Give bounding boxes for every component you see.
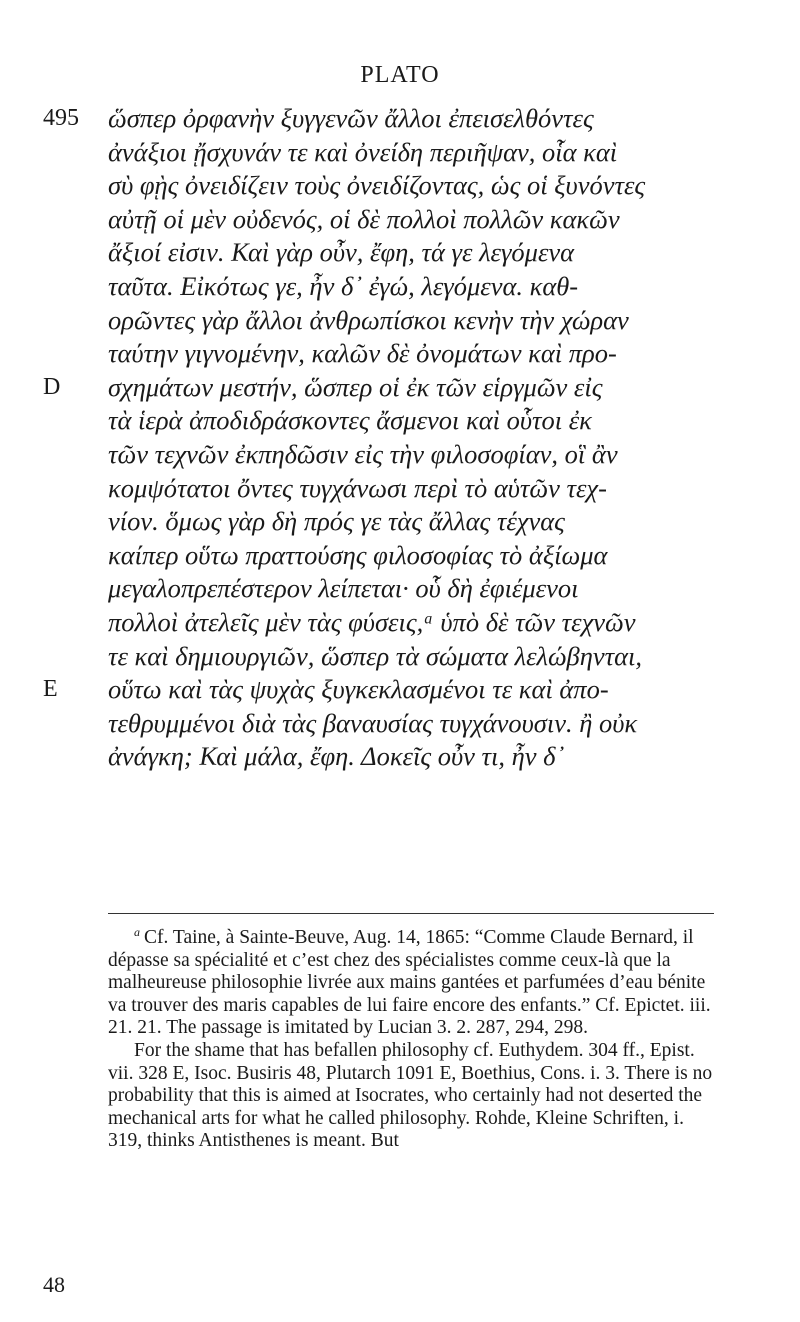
text-line xyxy=(0,337,800,371)
margin-number: 495 xyxy=(43,105,79,131)
footnote-marker: a xyxy=(134,925,140,939)
line-text: αὐτῇ οἱ μὲν οὐδενός, οἱ δὲ πολλοὶ πολλῶν κακῶν xyxy=(108,203,620,234)
line-text: σχημάτων μεστήν, ὥσπερ οἱ ἐκ τῶν εἱργμῶν εἰς xyxy=(108,371,603,402)
text-line xyxy=(0,572,800,606)
line-text: ὥσπερ ὀρφανὴν ξυγγενῶν ἄλλοι ἐπεισελθόντες xyxy=(108,103,594,133)
text-line xyxy=(0,472,800,506)
line-text: καίπερ οὕτω πραττούσης φιλοσοφίας τὸ ἀξίωμα xyxy=(108,539,608,570)
greek-text xyxy=(0,102,800,774)
footnote-text: Cf. Taine, à Sainte-Beuve, Aug. 14, 1865: “Comme Claude Bernard, il dépasse sa spécialité et c’est chez des spécialistes comme ceux-là que la malheureuse philosophie livrée aux mains gantées et parfumées d’eau bénite va trouver des maris capables de lui faire encore des enfants.” Cf. Epictet. iii. 21. 21. The passage is imitated by Lucian 3. 2. 287, 294, 298. xyxy=(108,927,711,1039)
text-line xyxy=(0,740,800,774)
line-text: πολλοὶ ἀτελεῖς μὲν τὰς φύσεις,ᵃ ὑπὸ δὲ τῶν τεχνῶν xyxy=(108,606,636,637)
margin-number: E xyxy=(43,676,58,703)
text-line xyxy=(0,640,800,674)
line-text: ἀνάγκη; Καὶ μάλα, ἔφη. Δοκεῖς οὖν τι, ἦν δ᾽ xyxy=(108,741,565,772)
text-line xyxy=(0,102,800,136)
text-line xyxy=(0,404,800,438)
footnote-divider xyxy=(108,913,714,914)
line-text: ορῶντες γὰρ ἄλλοι ἀνθρωπίσκοι κενὴν τὴν χώραν xyxy=(108,304,629,335)
text-line xyxy=(0,371,800,405)
text-line xyxy=(0,505,800,539)
line-text: οὕτω καὶ τὰς ψυχὰς ξυγκεκλασμένοι τε καὶ ἀπο- xyxy=(108,674,609,705)
footnote-1 xyxy=(108,921,714,1040)
text-line xyxy=(0,236,800,270)
text-line xyxy=(0,539,800,573)
footnotes xyxy=(108,921,714,1153)
line-text: τὰ ἱερὰ ἀποδιδράσκοντες ἄσμενοι καὶ οὗτοι ἐκ xyxy=(108,405,592,436)
text-line xyxy=(0,203,800,237)
page-number: 48 xyxy=(43,1272,65,1297)
text-line xyxy=(0,438,800,472)
text-line xyxy=(0,304,800,338)
line-text: σὺ φῂς ὀνειδίζειν τοὺς ὀνειδίζοντας, ὡς οἱ ξυνόντες xyxy=(108,170,646,201)
line-text: ταῦτα. Εἰκότως γε, ἦν δ᾽ ἐγώ, λεγόμενα. καθ- xyxy=(108,270,579,301)
line-text: τε καὶ δημιουργιῶν, ὥσπερ τὰ σώματα λελώβηνται, xyxy=(108,640,642,671)
line-text: τῶν τεχνῶν ἐκπηδῶσιν εἰς τὴν φιλοσοφίαν, οἳ ἂν xyxy=(108,438,618,469)
text-line xyxy=(0,270,800,304)
footnote-text: For the shame that has befallen philosophy cf. Euthydem. 304 ff., Epist. vii. 328 E, Isoc. Busiris 48, Plutarch 1091 E, Boethius, Cons. i. 3. There is no probability that this is aimed at Isocrates, who certainly had not deserted the mechanical arts for what he called philosophy. Rohde, Kleine Schriften, i. 319, thinks Antisthenes is meant. But xyxy=(108,1039,713,1152)
line-text: τεθρυμμένοι διὰ τὰς βαναυσίας τυγχάνουσιν. ἢ οὐκ xyxy=(108,707,638,738)
text-line xyxy=(0,136,800,170)
line-text: μεγαλοπρεπέστερον λείπεται· οὗ δὴ ἐφιέμενοι xyxy=(108,573,579,604)
footnote-2 xyxy=(108,1040,714,1153)
line-text: ἀνάξιοι ᾔσχυνάν τε καὶ ὀνείδη περιῆψαν, οἷα καὶ xyxy=(108,136,618,167)
text-line xyxy=(0,673,800,707)
margin-number: D xyxy=(43,373,61,400)
line-text: νίον. ὅμως γὰρ δὴ πρός γε τὰς ἄλλας τέχνας xyxy=(108,506,565,537)
text-line xyxy=(0,169,800,203)
text-line xyxy=(0,606,800,640)
text-line xyxy=(0,707,800,741)
line-text: κομψότατοι ὄντες τυγχάνωσι περὶ τὸ αὑτῶν τεχ- xyxy=(108,472,607,503)
line-text: ταύτην γιγνομένην, καλῶν δὲ ὀνομάτων καὶ προ- xyxy=(108,338,617,369)
line-text: ἄξιοί εἰσιν. Καὶ γὰρ οὖν, ἔφη, τά γε λεγόμενα xyxy=(108,237,575,268)
page-title: PLATO xyxy=(360,62,440,88)
